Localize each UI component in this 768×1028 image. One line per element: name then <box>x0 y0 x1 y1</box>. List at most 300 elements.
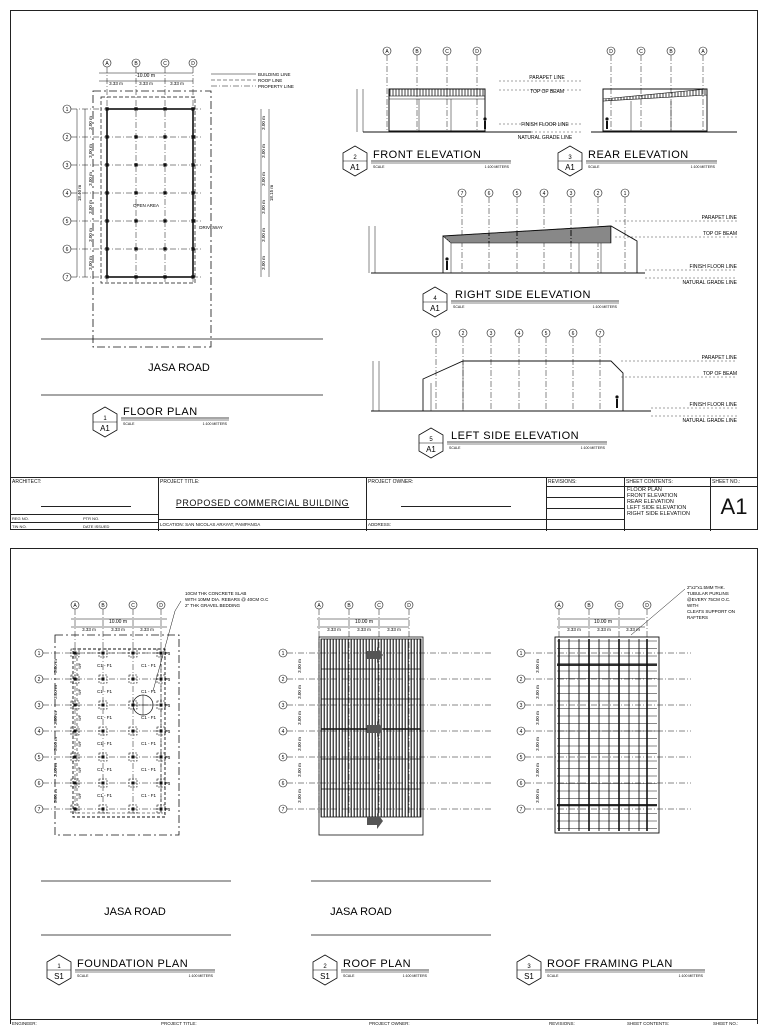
fd-footing-label: C1 - F1 <box>97 715 113 720</box>
title-block-a1 <box>11 477 757 531</box>
fp-depth-left: 18.40 m <box>77 184 82 202</box>
fd-footing-label: C1 - F1 <box>141 741 157 746</box>
fd-wall-footing-label: WF <box>77 766 82 773</box>
rf-row-4 <box>517 727 525 735</box>
floor-plan <box>41 59 323 437</box>
fp-row-1 <box>63 105 71 113</box>
fd-column <box>132 756 135 759</box>
tb-contents-item: FLOOR PLAN <box>627 487 662 493</box>
tb2-owner-label: PROJECT OWNER: <box>369 1021 410 1026</box>
fp-bay-height-left: 3.00 m <box>88 200 93 214</box>
fd-wall-footing-label: WF <box>77 714 82 721</box>
rp-col-d <box>405 601 413 609</box>
rf-row-5-label: 5 <box>519 754 523 761</box>
rf-title-tag <box>517 955 705 985</box>
rs-title-tag <box>423 287 619 317</box>
rs-grade-label: NATURAL GRADE LINE <box>682 280 737 286</box>
rp-bay-width: 3.33 m <box>327 627 341 632</box>
fp-legend-property-line: PROPERTY LINE <box>258 84 294 89</box>
rf-col-c <box>615 601 623 609</box>
fd-title: FOUNDATION PLAN <box>77 958 189 970</box>
tb-project-title <box>159 478 367 531</box>
rp-tag-sheet: S1 <box>320 972 330 981</box>
fe-title-tag <box>343 146 511 176</box>
fp-bay-width-3: 3.33 m <box>170 81 184 86</box>
re-title-tag <box>558 146 717 176</box>
rp-scale-value: 1:100 METERS <box>402 974 427 978</box>
tb2-sheet-no-label: SHEET NO.: <box>713 1021 739 1026</box>
rp-bay-width: 3.33 m <box>387 627 401 632</box>
ls-top-beam-label: TOP OF BEAM <box>703 371 737 377</box>
rf-bay-width: 3.33 m <box>597 627 611 632</box>
sheet-s1-drawing <box>11 549 759 1019</box>
tb-revisions-label: REVISIONS: <box>548 479 577 485</box>
fd-column <box>74 652 77 655</box>
fd-f1-label: F1 <box>165 807 171 812</box>
ls-col-3 <box>487 329 495 337</box>
fp-bay-height-right: 3.00 m <box>261 228 266 242</box>
fd-column <box>132 652 135 655</box>
ls-scale-label: SCALE <box>449 446 461 450</box>
rp-bay-height: 3.00 m <box>297 763 302 777</box>
fd-col-d <box>157 601 165 609</box>
rf-col-c-label: C <box>617 602 621 609</box>
fd-footing-label: C1 - F1 <box>141 793 157 798</box>
rp-row-1 <box>279 649 287 657</box>
rf-row-2-label: 2 <box>519 676 523 683</box>
rp-col-b <box>345 601 353 609</box>
fd-bay-height: 3.00 m <box>53 685 58 699</box>
fd-wall-footing-label: WF <box>77 792 82 799</box>
ls-col-6 <box>569 329 577 337</box>
rp-row-5 <box>279 753 287 761</box>
fp-road-name: JASA ROAD <box>148 362 210 374</box>
fp-row-2-label: 2 <box>65 134 69 141</box>
ls-col-7 <box>596 329 604 337</box>
fd-bay-width: 3.33 m <box>111 627 125 632</box>
fd-column <box>160 782 163 785</box>
rear-elevation <box>558 47 737 176</box>
tb-revisions <box>547 478 625 531</box>
rf-note-2: TUBULAR PURLINS <box>687 591 729 596</box>
rp-col-d-label: D <box>407 602 411 609</box>
fp-row-1-label: 1 <box>65 106 69 113</box>
rp-row-6-label: 6 <box>281 780 285 787</box>
fd-col-d-label: D <box>159 602 163 609</box>
fd-note-3: 2" THK GRAVEL BEDDING <box>185 603 241 608</box>
rp-tag-num: 2 <box>323 964 327 970</box>
fp-row-3-label: 3 <box>65 162 69 169</box>
fd-footing-label: C1 - F1 <box>97 767 113 772</box>
rs-col-4-label: 4 <box>542 190 546 197</box>
fp-scale-value: 1:100 METERS <box>202 422 227 426</box>
fp-bay-width-2: 3.33 m <box>139 81 153 86</box>
fd-row-4-label: 4 <box>37 728 41 735</box>
fe-col-d-label: D <box>475 48 479 55</box>
fd-row-3-label: 3 <box>37 702 41 709</box>
tb2-engineer-label: ENGINEER: <box>12 1021 37 1026</box>
fp-col-a <box>103 59 111 67</box>
rf-tag-sheet: S1 <box>524 972 534 981</box>
tb-contents-item: RIGHT SIDE ELEVATION <box>627 511 690 517</box>
fp-open-area: OPEN AREA <box>132 203 160 208</box>
tb-owner-label: PROJECT OWNER: <box>368 479 414 485</box>
ls-col-5-label: 5 <box>544 330 548 337</box>
ls-tag-sheet: A1 <box>426 445 436 454</box>
rf-note-5: CLEATS SUPPORT ON <box>687 609 736 614</box>
ls-col-3-label: 3 <box>489 330 493 337</box>
fp-depth-right: 18.15 m <box>269 184 274 202</box>
rp-row-5-label: 5 <box>281 754 285 761</box>
fp-title: FLOOR PLAN <box>123 406 198 418</box>
fp-row-3 <box>63 161 71 169</box>
rf-scale-value: 1:100 METERS <box>678 974 703 978</box>
fp-col-c-label: C <box>163 60 167 67</box>
rp-col-a <box>315 601 323 609</box>
rs-col-2 <box>594 189 602 197</box>
rf-row-1-label: 1 <box>519 650 523 657</box>
rs-col-5-label: 5 <box>515 190 519 197</box>
rs-tag-num: 4 <box>433 296 437 302</box>
rf-scale-label: SCALE <box>547 974 559 978</box>
ls-grade-label: NATURAL GRADE LINE <box>682 418 737 424</box>
fd-wall-footing-label: WF <box>77 688 82 695</box>
fd-col-a-label: A <box>73 602 77 609</box>
fp-row-6-label: 6 <box>65 246 69 253</box>
fd-footing-label: C1 - F1 <box>141 689 157 694</box>
fp-legend-roof-line: ROOF LINE <box>258 78 283 83</box>
fd-column <box>132 678 135 681</box>
rf-row-6 <box>517 779 525 787</box>
fd-col-b <box>99 601 107 609</box>
ls-col-4 <box>515 329 523 337</box>
rf-col-b-label: B <box>587 602 591 609</box>
rf-bay-width: 3.33 m <box>626 627 640 632</box>
fe-col-a-label: A <box>385 48 389 55</box>
rp-col-c-label: C <box>377 602 381 609</box>
fd-wall-footing-label: WF <box>77 740 82 747</box>
fd-column <box>74 756 77 759</box>
fp-bay-height-left: 3.00 m <box>88 144 93 158</box>
fp-col-b <box>132 59 140 67</box>
rp-bay-height: 3.00 m <box>297 659 302 673</box>
fd-column <box>74 678 77 681</box>
rs-col-1-label: 1 <box>623 190 627 197</box>
fp-tag-sheet: A1 <box>100 424 110 433</box>
fd-column <box>160 678 163 681</box>
fp-bay-height-right: 3.00 m <box>261 144 266 158</box>
fd-row-2 <box>35 675 43 683</box>
rs-parapet-label: PARAPET LINE <box>701 215 737 221</box>
re-col-d <box>607 47 615 55</box>
ls-col-7-label: 7 <box>598 330 602 337</box>
tb2-contents-label: SHEET CONTENTS: <box>627 1021 670 1026</box>
rs-col-3-label: 3 <box>569 190 573 197</box>
rp-row-3 <box>279 701 287 709</box>
fd-bay-width: 3.33 m <box>140 627 154 632</box>
fe-tag-num: 2 <box>353 155 357 161</box>
tb-architect <box>11 478 159 531</box>
fe-scale-value: 1:100 METERS <box>484 165 509 169</box>
fd-column <box>132 730 135 733</box>
fp-col-d <box>189 59 197 67</box>
fd-column <box>132 808 135 811</box>
fp-col-c <box>161 59 169 67</box>
fp-row-7-label: 7 <box>65 274 69 281</box>
fd-row-1 <box>35 649 43 657</box>
fd-tag-sheet: S1 <box>54 972 64 981</box>
fd-footing-label: C1 - F1 <box>141 767 157 772</box>
rf-row-4-label: 4 <box>519 728 523 735</box>
rf-bay-height: 3.00 m <box>535 711 540 725</box>
re-tag-sheet: A1 <box>565 163 575 172</box>
sheet-a1 <box>10 10 758 530</box>
rf-row-6-label: 6 <box>519 780 523 787</box>
rp-row-6 <box>279 779 287 787</box>
rs-col-7 <box>458 189 466 197</box>
ls-title-tag <box>419 428 607 458</box>
rf-tag-num: 3 <box>527 964 531 970</box>
front-elevation <box>343 47 581 176</box>
fp-bay-width-1: 3.33 m <box>109 81 123 86</box>
fd-footing-label: C1 - F1 <box>141 663 157 668</box>
rp-row-7 <box>279 805 287 813</box>
fd-col-a <box>71 601 79 609</box>
fd-column <box>160 730 163 733</box>
rs-col-2-label: 2 <box>596 190 600 197</box>
rp-bay-height: 3.00 m <box>297 789 302 803</box>
rf-row-2 <box>517 675 525 683</box>
rp-road-name: JASA ROAD <box>330 906 392 918</box>
fp-row-4 <box>63 189 71 197</box>
tb-contents-label: SHEET CONTENTS: <box>626 479 673 485</box>
rp-row-4 <box>279 727 287 735</box>
rp-title-tag <box>313 955 429 985</box>
rs-col-6-label: 6 <box>487 190 491 197</box>
fd-column <box>74 730 77 733</box>
fd-row-1-label: 1 <box>37 650 41 657</box>
fp-bay-height-right: 3.00 m <box>261 200 266 214</box>
fp-bay-height-right: 3.00 m <box>261 116 266 130</box>
rs-scale-label: SCALE <box>453 305 465 309</box>
tb-contents-list <box>627 487 690 517</box>
tb-reg-no: REG NO. <box>12 516 29 521</box>
rp-bay-height: 3.00 m <box>297 711 302 725</box>
rf-bay-height: 3.00 m <box>535 789 540 803</box>
fp-overall-width: 10.00 m <box>136 73 156 79</box>
fd-bay-height: 3.00 m <box>53 659 58 673</box>
fd-col-c <box>129 601 137 609</box>
fp-bay-height-right: 3.00 m <box>261 256 266 270</box>
rp-title: ROOF PLAN <box>343 958 412 970</box>
rp-bay-width: 3.33 m <box>357 627 371 632</box>
tb-address-label: ADDRESS: <box>368 522 392 527</box>
rp-row-2 <box>279 675 287 683</box>
fp-bay-height-left: 3.00 m <box>88 172 93 186</box>
rs-tag-sheet: A1 <box>430 304 440 313</box>
fd-overall-width: 10.00 m <box>108 619 128 625</box>
fd-column <box>74 808 77 811</box>
fp-legend-building-line: BUILDING LINE <box>258 72 291 77</box>
fd-row-3 <box>35 701 43 709</box>
rf-note-6: RAFTERS <box>687 615 709 620</box>
rf-row-1 <box>517 649 525 657</box>
fd-column <box>160 704 163 707</box>
tb-contents-item: FRONT ELEVATION <box>627 493 678 499</box>
rs-col-3 <box>567 189 575 197</box>
foundation-plan <box>35 591 269 985</box>
fd-note-2: WITH 10MM DIA. REBARS @ 40CM O.C <box>185 597 269 602</box>
fp-row-7 <box>63 273 71 281</box>
ls-col-5 <box>542 329 550 337</box>
tb-ptr-no: PTR NO. <box>83 516 100 521</box>
fd-bay-height: 3.00 m <box>53 789 58 803</box>
re-col-b-label: B <box>669 48 673 55</box>
fd-f1-label: F1 <box>165 781 171 786</box>
fp-bay-height-left: 3.00 m <box>88 116 93 130</box>
rf-col-d-label: D <box>645 602 649 609</box>
rp-row-2-label: 2 <box>281 676 285 683</box>
rf-col-a <box>555 601 563 609</box>
ls-scale-value: 1:100 METERS <box>580 446 605 450</box>
fp-row-5 <box>63 217 71 225</box>
fd-f1-label: F1 <box>165 729 171 734</box>
rp-row-4-label: 4 <box>281 728 285 735</box>
rp-scale-label: SCALE <box>343 974 355 978</box>
rs-col-7-label: 7 <box>460 190 464 197</box>
rp-row-1-label: 1 <box>281 650 285 657</box>
fp-roof-line <box>101 97 195 283</box>
tb2-revisions-label: REVISIONS: <box>549 1021 575 1026</box>
fp-row-2 <box>63 133 71 141</box>
re-scale-label: SCALE <box>588 165 600 169</box>
right-side-elevation <box>369 189 738 317</box>
fd-f1-label: F1 <box>165 755 171 760</box>
tb-contents-item: LEFT SIDE ELEVATION <box>627 505 687 511</box>
rf-col-b <box>585 601 593 609</box>
fd-bay-height: 3.00 m <box>53 763 58 777</box>
fe-grade-label: NATURAL GRADE LINE <box>517 135 573 141</box>
fd-column <box>102 678 105 681</box>
fe-col-d <box>473 47 481 55</box>
tb-sheet-no-label: SHEET NO.: <box>712 479 741 485</box>
re-scale-value: 1:100 METERS <box>690 165 715 169</box>
re-col-c <box>637 47 645 55</box>
fd-col-c-label: C <box>131 602 135 609</box>
fd-wall-footing-label: WF <box>77 662 82 669</box>
fd-footing-label: C1 - F1 <box>97 663 113 668</box>
fe-top-beam-label: TOP OF BEAM <box>530 89 564 95</box>
tb-contents-item: REAR ELEVATION <box>627 499 674 505</box>
rf-bay-height: 3.00 m <box>535 737 540 751</box>
rf-bay-height: 3.00 m <box>535 685 540 699</box>
ls-col-2-label: 2 <box>461 330 465 337</box>
ls-tag-num: 5 <box>429 437 433 443</box>
tb-architect-label: ARCHITECT: <box>12 479 42 485</box>
fd-column <box>102 704 105 707</box>
ls-title: LEFT SIDE ELEVATION <box>451 430 580 442</box>
fd-column <box>102 730 105 733</box>
fd-column <box>102 652 105 655</box>
tb-date-issued: DATE ISSUED <box>83 524 110 529</box>
rf-overall-width: 10.00 m <box>593 619 613 625</box>
fd-row-5-label: 5 <box>37 754 41 761</box>
fd-note-1: 10CM THK CONCRETE SLAB <box>185 591 247 596</box>
tb-sheet-contents <box>625 478 711 531</box>
fd-row-7-label: 7 <box>37 806 41 813</box>
re-col-d-label: D <box>609 48 613 55</box>
rf-col-d <box>643 601 651 609</box>
tb-sheet-no-value: A1 <box>720 494 748 519</box>
fd-bay-height: 3.00 m <box>53 711 58 725</box>
rf-row-3 <box>517 701 525 709</box>
rf-bay-height: 3.00 m <box>535 763 540 777</box>
roof-framing-plan <box>517 585 735 985</box>
fd-f1-label: F1 <box>165 677 171 682</box>
fp-row-5-label: 5 <box>65 218 69 225</box>
fd-footing-label: C1 - F1 <box>141 715 157 720</box>
tb-location: LOCATION: SAN NICOLAS ARAYAT, PAMPANGA <box>160 522 261 527</box>
rp-col-b-label: B <box>347 602 351 609</box>
rf-note-4: WITH <box>687 603 699 608</box>
fd-column <box>102 808 105 811</box>
fd-column <box>160 652 163 655</box>
rs-col-4 <box>540 189 548 197</box>
fp-row-6 <box>63 245 71 253</box>
tb-project-title-value: PROPOSED COMMERCIAL BUILDING <box>175 498 350 508</box>
fd-title-tag <box>47 955 215 985</box>
fd-road-name: JASA ROAD <box>104 906 166 918</box>
fe-col-c <box>443 47 451 55</box>
fe-scale-label: SCALE <box>373 165 385 169</box>
ls-col-6-label: 6 <box>571 330 575 337</box>
fd-bay-width: 3.33 m <box>82 627 96 632</box>
rp-col-c <box>375 601 383 609</box>
rf-col-a-label: A <box>557 602 561 609</box>
tb-sheet-no <box>711 478 757 531</box>
fp-tag-num: 1 <box>103 416 107 422</box>
ls-col-4-label: 4 <box>517 330 521 337</box>
rp-row-3-label: 3 <box>281 702 285 709</box>
fp-col-d-label: D <box>191 60 195 67</box>
fe-tag-sheet: A1 <box>350 163 360 172</box>
fp-scale-label: SCALE <box>123 422 135 426</box>
rp-overall-width: 10.00 m <box>354 619 374 625</box>
fe-col-b <box>413 47 421 55</box>
tb2-project-title-label: PROJECT TITLE: <box>161 1021 197 1026</box>
fd-footing-label: C1 - F1 <box>97 793 113 798</box>
fd-row-4 <box>35 727 43 735</box>
tb-owner <box>367 478 547 531</box>
rf-note-3: @EVERY 75CM O.C. <box>687 597 731 602</box>
fd-col-b-label: B <box>101 602 105 609</box>
rf-row-7 <box>517 805 525 813</box>
fp-driveway: DRIVEWAY <box>199 225 223 230</box>
ls-col-2 <box>459 329 467 337</box>
ls-col-1 <box>432 329 440 337</box>
re-col-b <box>667 47 675 55</box>
fp-row-4-label: 4 <box>65 190 69 197</box>
fd-footing-label: C1 - F1 <box>97 741 113 746</box>
fd-column <box>102 782 105 785</box>
rf-row-7-label: 7 <box>519 806 523 813</box>
fd-row-6 <box>35 779 43 787</box>
fe-col-b-label: B <box>415 48 419 55</box>
fd-f1-label: F1 <box>165 703 171 708</box>
fd-row-2-label: 2 <box>37 676 41 683</box>
ls-parapet-label: PARAPET LINE <box>701 355 737 361</box>
rf-bay-width: 3.33 m <box>567 627 581 632</box>
